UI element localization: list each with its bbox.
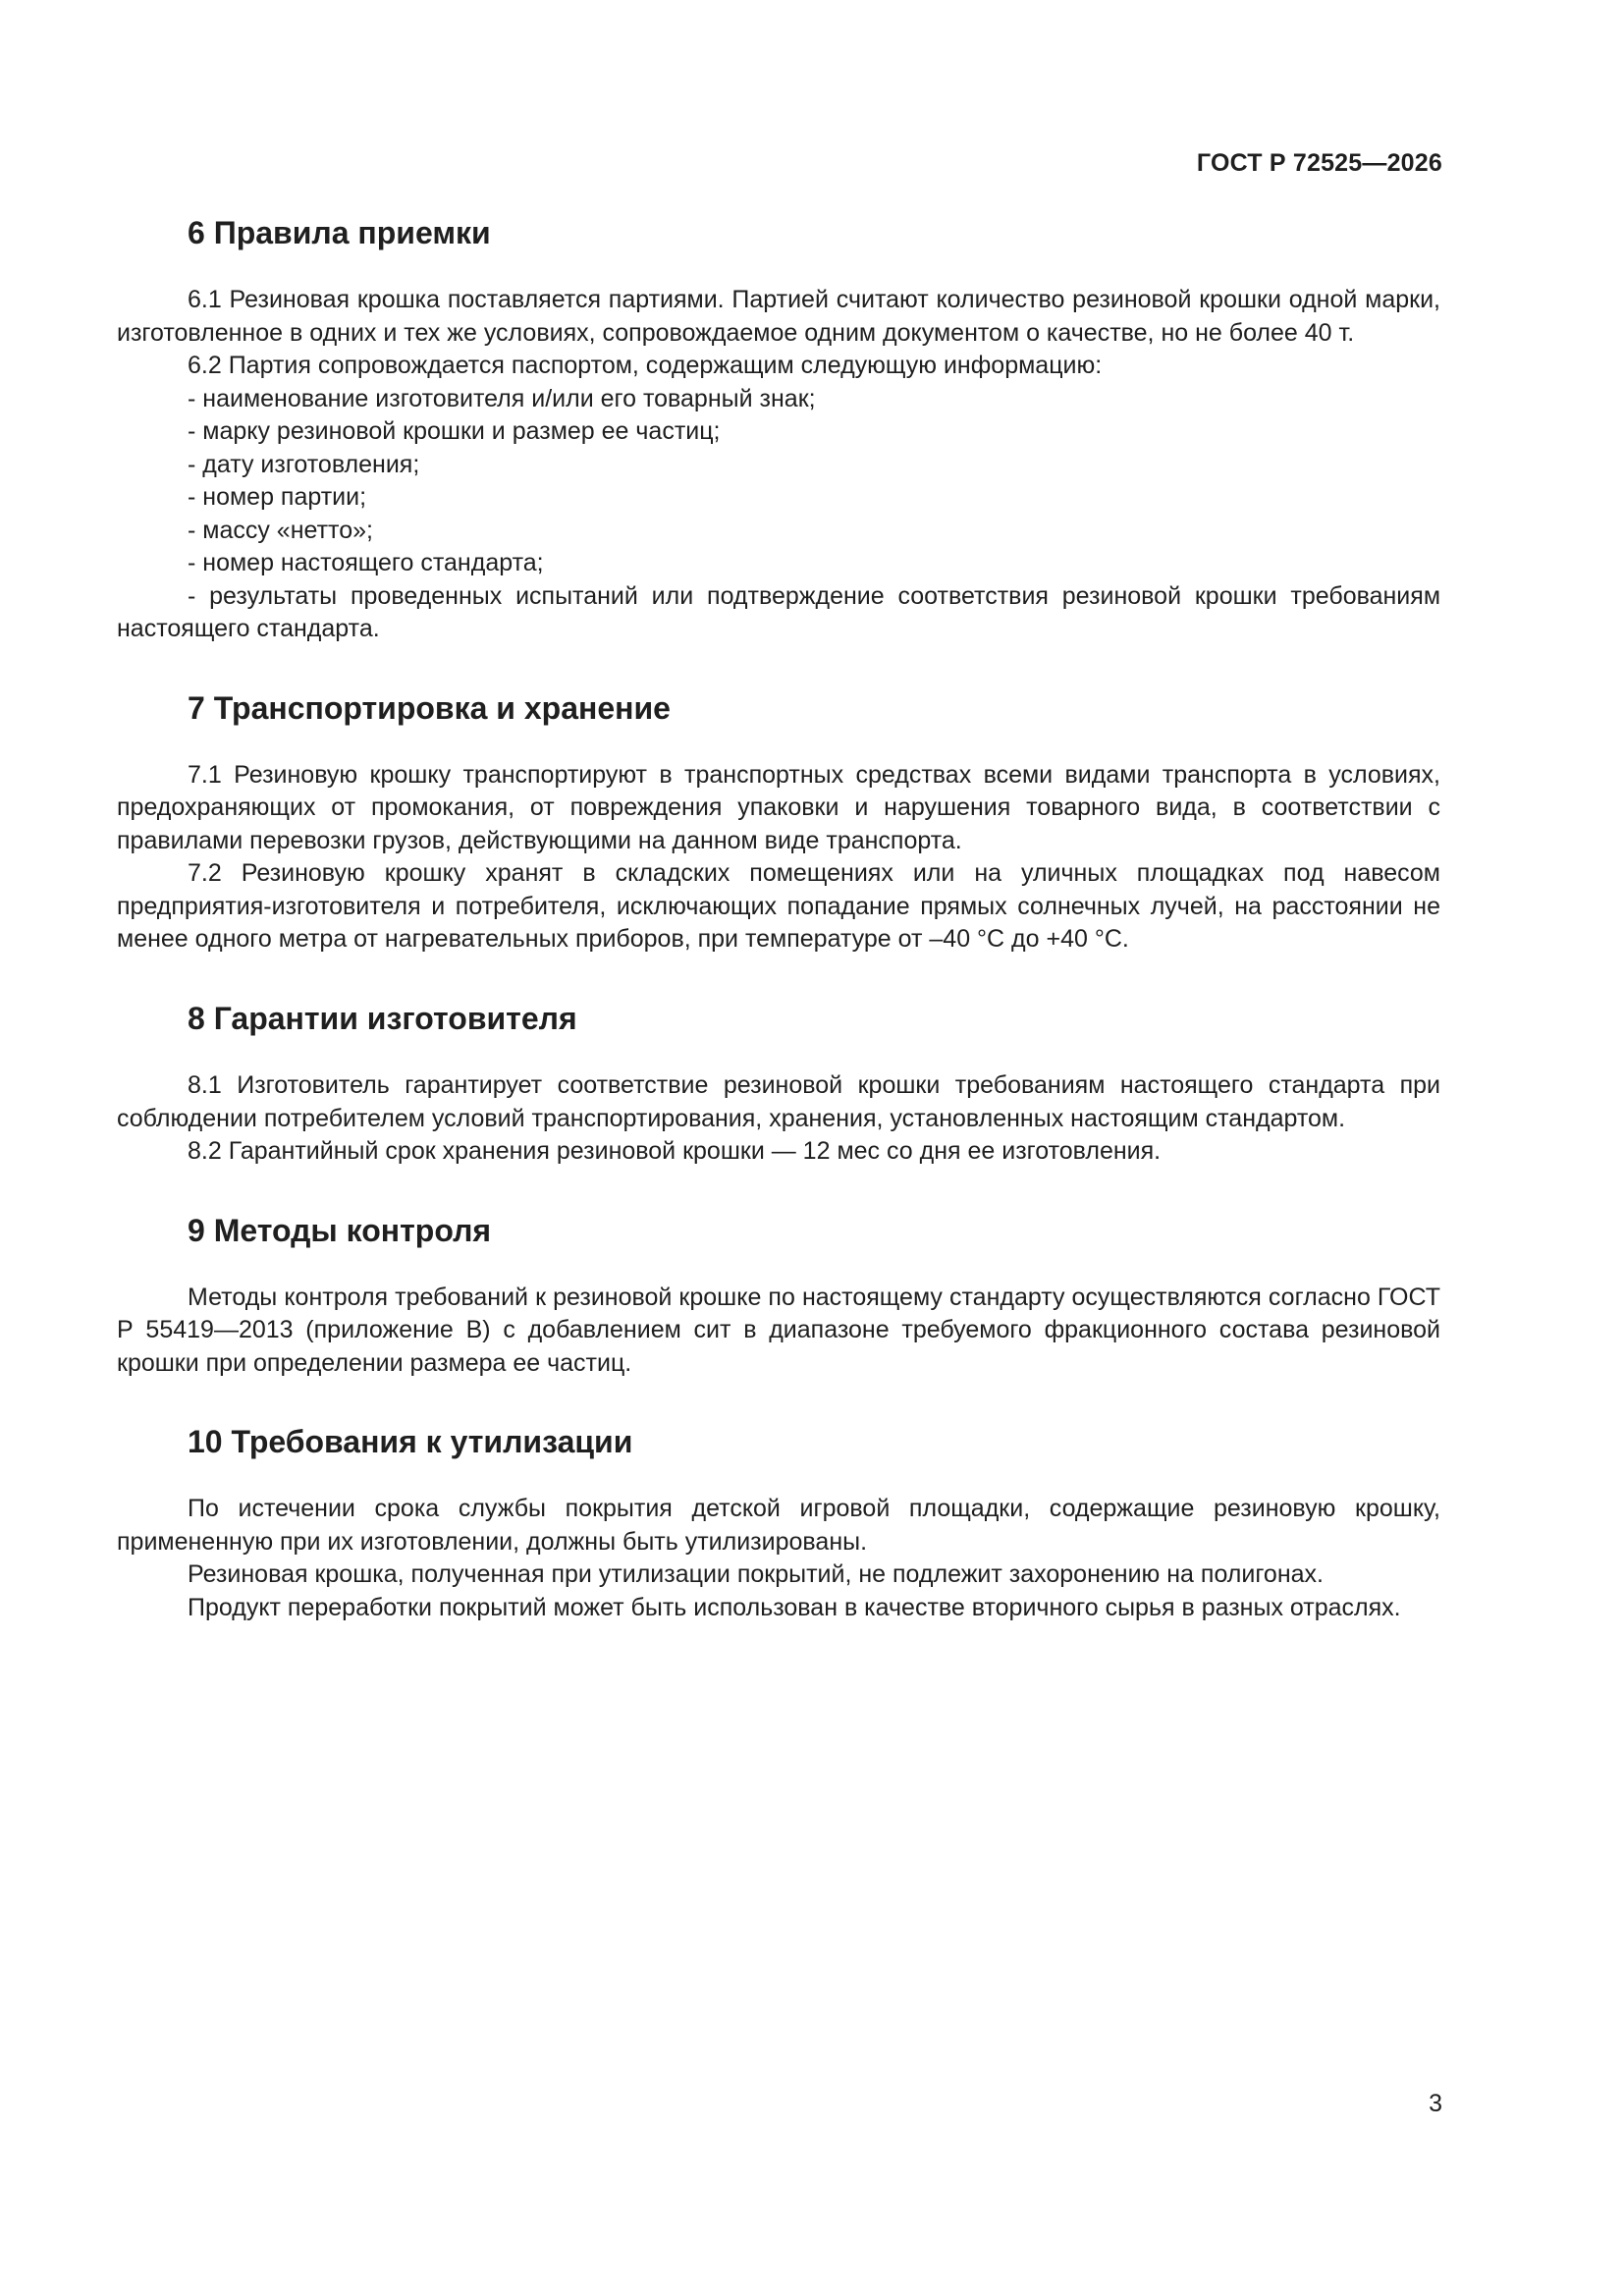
paragraph-8-2: 8.2 Гарантийный срок хранения резиновой крошки — 12 мес со дня ее изготовления. <box>188 1137 1162 1166</box>
section-title: 6 Правила приемки <box>188 215 491 250</box>
section-8 <box>117 1002 1440 1169</box>
page-number: 3 <box>1429 2090 1442 2117</box>
section-title: 9 Методы контроля <box>188 1212 492 1248</box>
document-code: ГОСТ Р 72525—2026 <box>1196 149 1442 177</box>
document-body <box>117 216 1440 1669</box>
paragraph-9: Методы контроля требований к резиновой крошке по настоящему стандарту осуществляются согласно ГОСТ Р 55419—2013 (приложение В) с добавлением сит в диапазоне требуемого фракционного состава резиновой крошки при определении размера ее частиц. <box>117 1283 1440 1377</box>
list-item: - номер партии; <box>188 483 367 512</box>
section-7 <box>117 691 1440 957</box>
paragraph-8-1: 8.1 Изготовитель гарантирует соответствие резиновой крошки требованиям настоящего стандарта при соблюдении потребителем условий транспортирования, хранения, установленных настоящим стандартом. <box>117 1071 1440 1132</box>
section-6 <box>117 216 1440 646</box>
list-item: - номер настоящего стандарта; <box>188 549 544 577</box>
section-9 <box>117 1214 1440 1381</box>
list-item: - результаты проведенных испытаний или подтверждение соответствия резиновой крошки требованиям настоящего стандарта. <box>117 581 1440 643</box>
section-title: 8 Гарантии изготовителя <box>188 1000 577 1036</box>
paragraph-10-2: Резиновая крошка, полученная при утилизации покрытий, не подлежит захоронению на полигонах. <box>188 1560 1324 1589</box>
paragraph-7-2: 7.2 Резиновую крошку хранят в складских помещениях или на уличных площадках под навесом предприятия-изготовителя и потребителя, исключающих попадание прямых солнечных лучей, на расстоянии не менее одного метра от нагревательных приборов, при температуре от –40 °С до +40 °С. <box>117 859 1440 954</box>
list-item: - марку резиновой крошки и размер ее частиц; <box>188 417 721 446</box>
list-item: - массу «нетто»; <box>188 516 373 544</box>
list-item: - наименование изготовителя и/или его товарный знак; <box>188 384 816 412</box>
paragraph-6-2: 6.2 Партия сопровождается паспортом, содержащим следующую информацию: <box>188 352 1103 380</box>
paragraph-10-1: По истечении срока службы покрытия детской игровой площадки, содержащие резиновую крошку, примененную при их изготовлении, должны быть утилизированы. <box>117 1495 1440 1556</box>
list-item: - дату изготовления; <box>188 450 420 478</box>
paragraph-10-3: Продукт переработки покрытий может быть использован в качестве вторичного сырья в разных отраслях. <box>188 1593 1401 1621</box>
section-10 <box>117 1425 1440 1624</box>
paragraph-7-1: 7.1 Резиновую крошку транспортируют в транспортных средствах всеми видами транспорта в условиях, предохраняющих от промокания, от повреждения упаковки и нарушения товарного вида, в соответствии с правилами перевозки грузов, действующими на данном виде транспорта. <box>117 760 1440 854</box>
section-title: 7 Транспортировка и хранение <box>188 689 671 726</box>
section-title: 10 Требования к утилизации <box>188 1424 633 1460</box>
paragraph-6-1: 6.1 Резиновая крошка поставляется партиями. Партией считают количество резиновой крошки одной марки, изготовленное в одних и тех же условиях, сопровождаемое одним документом о качестве, но не более 40 т. <box>117 286 1440 347</box>
